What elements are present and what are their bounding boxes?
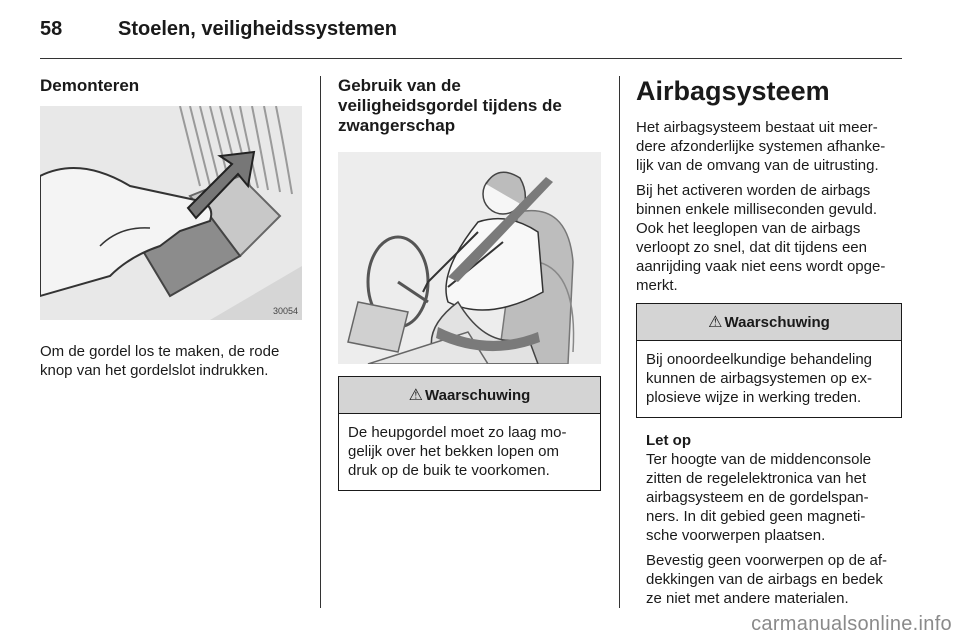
warning-header [637, 304, 901, 341]
watermark-text: carmanualsonline.info [751, 613, 952, 635]
section-heading-demonteren: Demonteren [40, 76, 140, 95]
note-line-8: ze niet met andere materialen. [646, 590, 849, 607]
note-title: Let op [646, 432, 691, 449]
warning-line-2: kunnen de airbagsystemen op ex- [646, 370, 872, 387]
hand-pressing-buckle-illustration [40, 106, 302, 320]
note-line-5: sche voorwerpen plaatsen. [646, 527, 826, 544]
warning-line-1: Bij onoordeelkundige behandeling [646, 351, 873, 368]
page-header [40, 18, 902, 59]
airbag-p2-line-3: Ook het leeglopen van de airbags [636, 220, 861, 237]
warning-line-3: druk op de buik te voorkomen. [348, 462, 550, 479]
column-divider-2 [619, 76, 620, 608]
airbag-p2-line-5: aanrijding vaak niet eens wordt opge- [636, 258, 886, 275]
column-zwangerschap [338, 76, 601, 491]
section-heading-airbagsysteem: Airbagsysteem [636, 76, 830, 106]
warning-title: Waarschuwing [724, 313, 830, 331]
warning-line-1: De heupgordel moet zo laag mo- [348, 424, 567, 441]
note-line-6: Bevestig geen voorwerpen op de af- [646, 552, 887, 569]
column-divider-1 [320, 76, 321, 608]
warning-title: Waarschuwing [425, 386, 531, 404]
buckle-release-illustration [40, 106, 302, 320]
warning-header [339, 377, 600, 414]
warning-line-2: gelijk over het bekken lopen om [348, 443, 559, 460]
warning-body [637, 341, 901, 417]
note-line-2: zitten de regelelektronica van het [646, 470, 867, 487]
section-heading-zwangerschap-1: Gebruik van de [338, 76, 461, 95]
airbag-p2-line-4: verloopt zo snel, dat dit tijdens een [636, 239, 867, 256]
airbag-p2-line-6: merkt. [636, 277, 678, 294]
airbag-p1-line-3: lijk van de omvang van de uitrusting. [636, 157, 879, 174]
warning-box-pregnancy [338, 376, 601, 491]
warning-box-airbag [636, 303, 902, 418]
section-heading-zwangerschap-3: zwangerschap [338, 116, 456, 135]
pregnant-driver-illustration [338, 152, 601, 364]
warning-triangle-icon: ⚠ [408, 387, 424, 404]
note-line-4: ners. In dit gebied geen magneti- [646, 508, 866, 525]
note-block [636, 432, 902, 608]
column-demonteren [40, 76, 302, 380]
demonteren-text-line-2: knop van het gordelslot indrukken. [40, 362, 269, 379]
note-line-1: Ter hoogte van de middenconsole [646, 451, 872, 468]
warning-line-3: plosieve wijze in werking treden. [646, 389, 862, 406]
airbag-paragraph-2 [636, 181, 902, 295]
demonteren-text-line-1: Om de gordel los te maken, de rode [40, 343, 280, 360]
airbag-p1-line-2: dere afzonderlijke systemen afhanke- [636, 138, 886, 155]
page-number: 58 [40, 18, 63, 40]
section-heading-zwangerschap-2: veiligheidsgordel tijdens de [338, 96, 562, 115]
note-line-7: dekkingen van de airbags en bedek [646, 571, 883, 588]
airbag-p1-line-1: Het airbagsysteem bestaat uit meer- [636, 119, 878, 136]
column-airbagsysteem [636, 76, 902, 608]
warning-body [339, 414, 600, 490]
airbag-p2-line-1: Bij het activeren worden de airbags [636, 182, 871, 199]
airbag-p2-line-2: binnen enkele milliseconden gevuld. [636, 201, 877, 218]
page-title: Stoelen, veiligheidssystemen [118, 18, 397, 40]
note-line-3: airbagsysteem en de gordelspan- [646, 489, 869, 506]
pregnancy-seatbelt-illustration [338, 152, 601, 364]
airbag-paragraph-1 [636, 118, 902, 175]
warning-triangle-icon: ⚠ [708, 314, 723, 331]
image-number: 30054 [272, 306, 298, 316]
